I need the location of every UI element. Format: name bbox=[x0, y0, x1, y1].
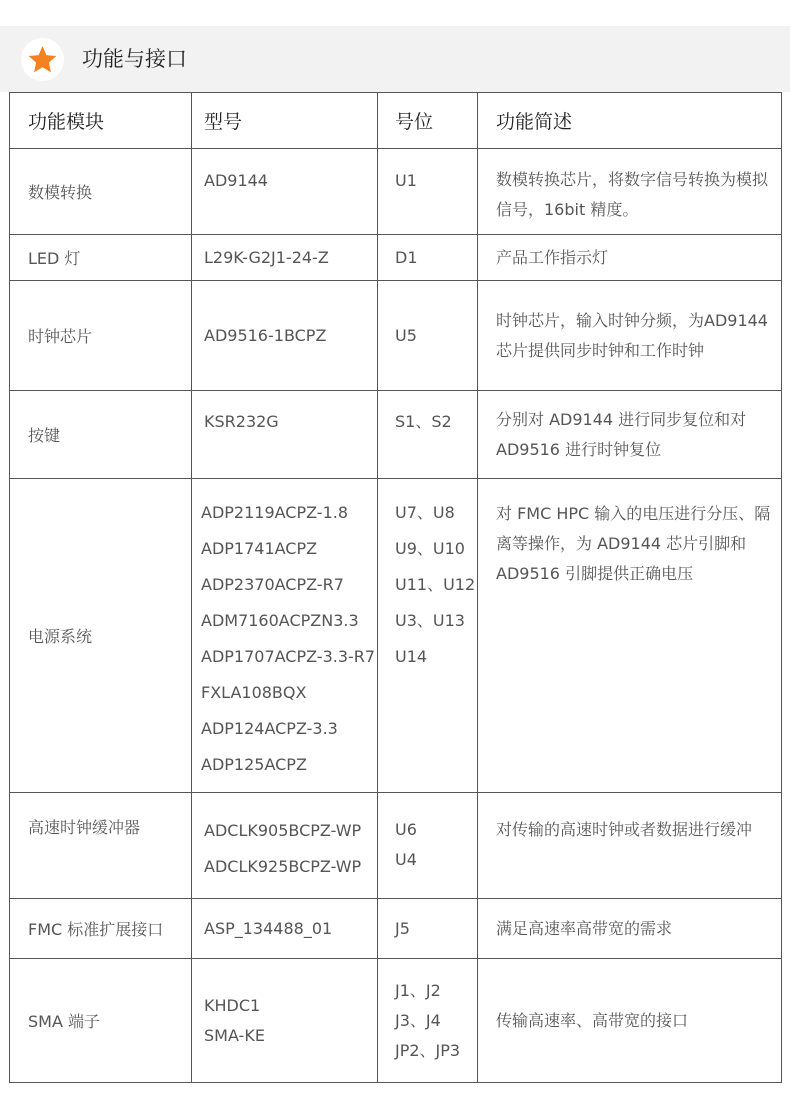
table-row bbox=[10, 793, 782, 899]
module-name: 高速时钟缓冲器 bbox=[28, 818, 141, 837]
model-value: AD9516-1BCPZ bbox=[204, 325, 327, 345]
description-cell bbox=[478, 391, 782, 479]
description-cell bbox=[478, 959, 782, 1083]
description-text: 满足高速率高带宽的需求 bbox=[496, 918, 673, 938]
section-title: 功能与接口 bbox=[82, 47, 187, 71]
model-cell bbox=[192, 899, 378, 959]
module-name: 数模转换 bbox=[28, 183, 93, 202]
module-name: LED 灯 bbox=[28, 249, 81, 268]
table-row bbox=[10, 391, 782, 479]
module-name: FMC 标准扩展接口 bbox=[28, 920, 164, 939]
column-header-module: 功能模块 bbox=[10, 93, 192, 149]
position-value: JP2、JP3 bbox=[395, 1040, 461, 1060]
module-cell bbox=[10, 899, 192, 959]
spec-table bbox=[9, 92, 782, 1083]
module-cell bbox=[10, 479, 192, 793]
star-icon bbox=[27, 44, 58, 75]
column-header-position: 号位 bbox=[378, 93, 478, 149]
model-value: ADCLK905BCPZ-WP bbox=[204, 821, 362, 840]
model-value: AD9144 bbox=[204, 171, 268, 190]
model-value: ASP_134488_01 bbox=[204, 918, 333, 938]
column-header-model: 型号 bbox=[192, 93, 378, 149]
position-value: J1、J2 bbox=[395, 980, 441, 1000]
position-value: D1 bbox=[395, 247, 418, 267]
position-value: J3、J4 bbox=[395, 1010, 441, 1030]
module-cell bbox=[10, 235, 192, 281]
description-cell bbox=[478, 479, 782, 793]
model-value: SMA-KE bbox=[204, 1025, 265, 1045]
model-value: ADM7160ACPZN3.3 bbox=[201, 611, 359, 630]
position-value: J5 bbox=[395, 918, 410, 938]
model-cell bbox=[192, 235, 378, 281]
description-text: 对 FMC HPC 输入的电压进行分压、隔离等操作，为 AD9144 芯片引脚和 AD9516 引脚提供正确电压 bbox=[496, 504, 771, 583]
description-text: 产品工作指示灯 bbox=[496, 247, 609, 267]
section-header bbox=[0, 26, 790, 92]
model-value: ADP124ACPZ-3.3 bbox=[201, 719, 338, 738]
position-cell bbox=[378, 281, 478, 391]
position-value: U14 bbox=[395, 647, 428, 666]
description-text: 数模转换芯片，将数字信号转换为模拟信号，16bit 精度。 bbox=[496, 170, 769, 219]
table-row bbox=[10, 235, 782, 281]
position-value: U11、U12 bbox=[395, 575, 476, 594]
position-cell bbox=[378, 959, 478, 1083]
position-value: U4 bbox=[395, 850, 417, 869]
model-value: L29K-G2J1-24-Z bbox=[204, 247, 329, 267]
position-value: U6 bbox=[395, 820, 417, 839]
model-value: ADCLK925BCPZ-WP bbox=[204, 857, 362, 876]
model-cell bbox=[192, 391, 378, 479]
model-value: KHDC1 bbox=[204, 995, 261, 1015]
position-value: U7、U8 bbox=[395, 503, 455, 522]
position-value: U9、U10 bbox=[395, 539, 465, 558]
position-cell bbox=[378, 479, 478, 793]
module-cell bbox=[10, 149, 192, 235]
position-value: U5 bbox=[395, 325, 417, 345]
model-value: FXLA108BQX bbox=[201, 683, 307, 702]
module-name: 按键 bbox=[28, 426, 61, 445]
model-value: ADP1707ACPZ-3.3-R7 bbox=[201, 647, 376, 666]
description-text: 对传输的高速时钟或者数据进行缓冲 bbox=[496, 820, 753, 839]
model-cell bbox=[192, 281, 378, 391]
description-cell bbox=[478, 899, 782, 959]
model-cell bbox=[192, 479, 378, 793]
table-row bbox=[10, 899, 782, 959]
model-value: ADP2370ACPZ-R7 bbox=[201, 575, 344, 594]
module-name: 时钟芯片 bbox=[28, 327, 93, 346]
position-cell bbox=[378, 235, 478, 281]
table-header-row bbox=[10, 93, 782, 149]
description-cell bbox=[478, 793, 782, 899]
module-cell bbox=[10, 959, 192, 1083]
module-cell bbox=[10, 281, 192, 391]
table-row bbox=[10, 479, 782, 793]
model-value: KSR232G bbox=[204, 412, 279, 431]
column-header-description: 功能简述 bbox=[478, 93, 782, 149]
module-cell bbox=[10, 793, 192, 899]
description-cell bbox=[478, 235, 782, 281]
position-value: U1 bbox=[395, 171, 417, 190]
model-value: ADP125ACPZ bbox=[201, 755, 307, 774]
description-text: 分别对 AD9144 进行同步复位和对 AD9516 进行时钟复位 bbox=[496, 409, 747, 459]
model-cell bbox=[192, 959, 378, 1083]
model-value: ADP2119ACPZ-1.8 bbox=[201, 503, 349, 522]
model-value: ADP1741ACPZ bbox=[201, 539, 318, 558]
table-row bbox=[10, 149, 782, 235]
module-name: SMA 端子 bbox=[28, 1012, 100, 1031]
position-value: S1、S2 bbox=[395, 412, 452, 431]
position-cell bbox=[378, 793, 478, 899]
model-cell bbox=[192, 793, 378, 899]
position-cell bbox=[378, 149, 478, 235]
position-cell bbox=[378, 391, 478, 479]
model-cell bbox=[192, 149, 378, 235]
module-cell bbox=[10, 391, 192, 479]
position-value: U3、U13 bbox=[395, 611, 465, 630]
module-name: 电源系统 bbox=[28, 627, 93, 646]
description-text: 时钟芯片，输入时钟分频，为AD9144芯片提供同步时钟和工作时钟 bbox=[496, 310, 768, 360]
description-cell bbox=[478, 281, 782, 391]
table-row bbox=[10, 959, 782, 1083]
description-cell bbox=[478, 149, 782, 235]
description-text: 传输高速率、高带宽的接口 bbox=[496, 1010, 689, 1030]
star-badge bbox=[21, 38, 64, 81]
position-cell bbox=[378, 899, 478, 959]
table-row bbox=[10, 281, 782, 391]
